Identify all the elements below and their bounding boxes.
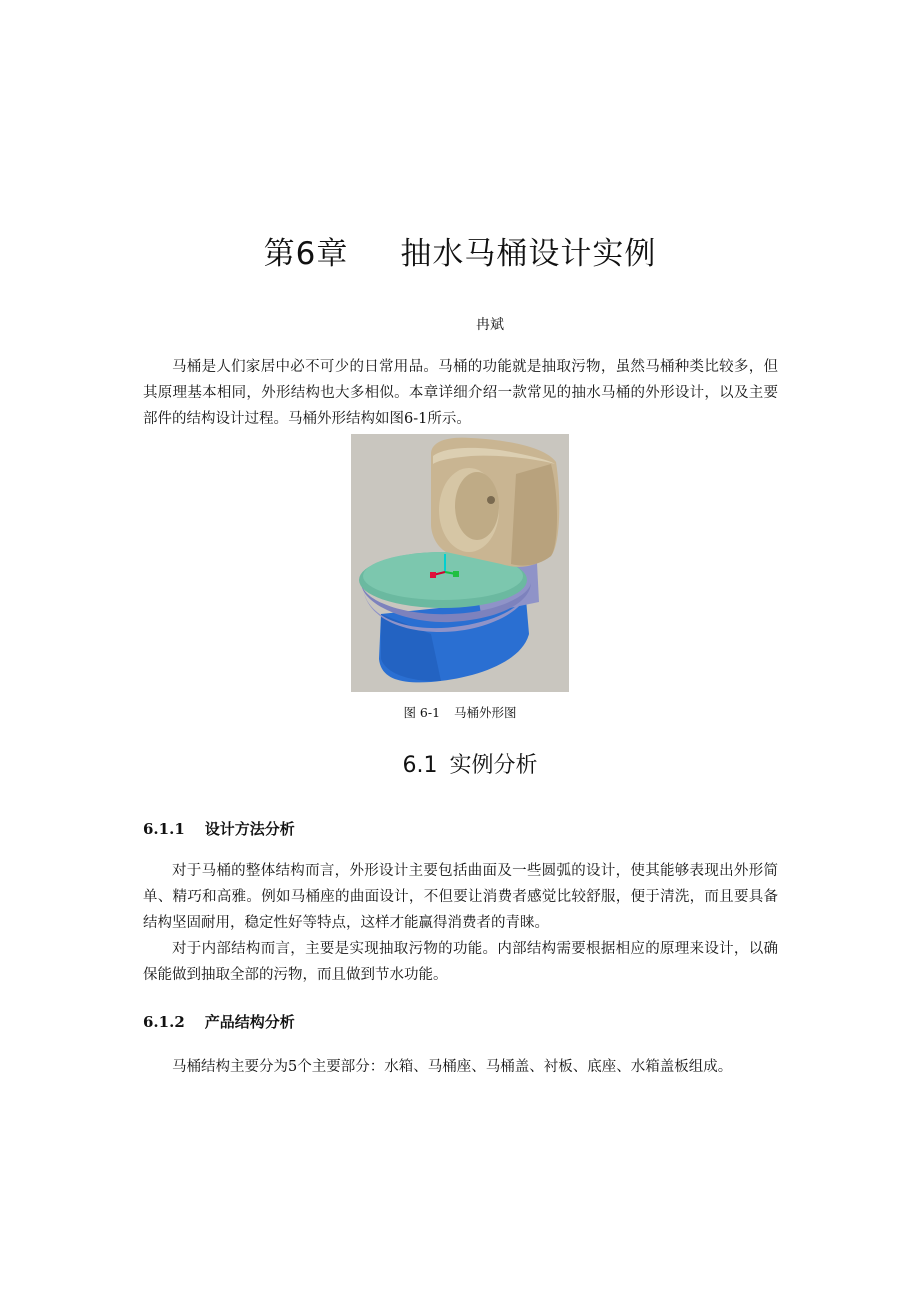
subsection-number: 6.1.1 (143, 820, 185, 838)
chapter-number: 第6章 (263, 236, 349, 272)
subsection-number: 6.1.2 (143, 1013, 185, 1031)
toilet-3d-model-image (351, 434, 569, 692)
paragraph-design-method-2: 对于内部结构而言，主要是实现抽取污物的功能。内部结构需要根据相应的原理来设计，以确保能做到抽取全部的污物，而且做到节水功能。 (143, 941, 778, 983)
subsection-title: 产品结构分析 (204, 1013, 295, 1031)
subsection-heading-2 (143, 1011, 295, 1032)
paragraph-design-method-1: 对于马桶的整体结构而言，外形设计主要包括曲面及一些圆弧的设计，使其能够表现出外形简单、精巧和高雅。例如马桶座的曲面设计，不但要让消费者感觉比较舒服，便于清洗，而且要具备结构坚固耐用，稳定性好等特点，这样才能赢得消费者的青睐。 (143, 863, 778, 931)
chapter-title (0, 228, 920, 273)
section-title-text: 实例分析 (449, 753, 538, 778)
section-number: 6.1 (402, 753, 438, 778)
paragraph-structure-1: 马桶结构主要分为5个主要部分：水箱、马桶座、马桶盖、衬板、底座、水箱盖板组成。 (172, 1059, 733, 1075)
figure-label: 图 6-1 (403, 705, 441, 720)
toilet-render-figure (351, 434, 569, 692)
subsection-title: 设计方法分析 (204, 820, 295, 838)
section-heading (0, 748, 920, 779)
intro-paragraph: 马桶是人们家居中必不可少的日常用品。马桶的功能就是抽取污物，虽然马桶种类比较多，但其原理基本相同，外形结构也大多相似。本章详细介绍一款常见的抽水马桶的外形设计，以及主要部件的结构设计过程。马桶外形结构如图6-1所示。 (143, 359, 778, 427)
subsection-heading-1 (143, 818, 295, 839)
figure-caption-text: 马桶外形图 (454, 705, 517, 720)
author-name: 冉斌 (476, 317, 504, 333)
figure-caption (0, 703, 920, 721)
chapter-name: 抽水马桶设计实例 (400, 236, 657, 272)
